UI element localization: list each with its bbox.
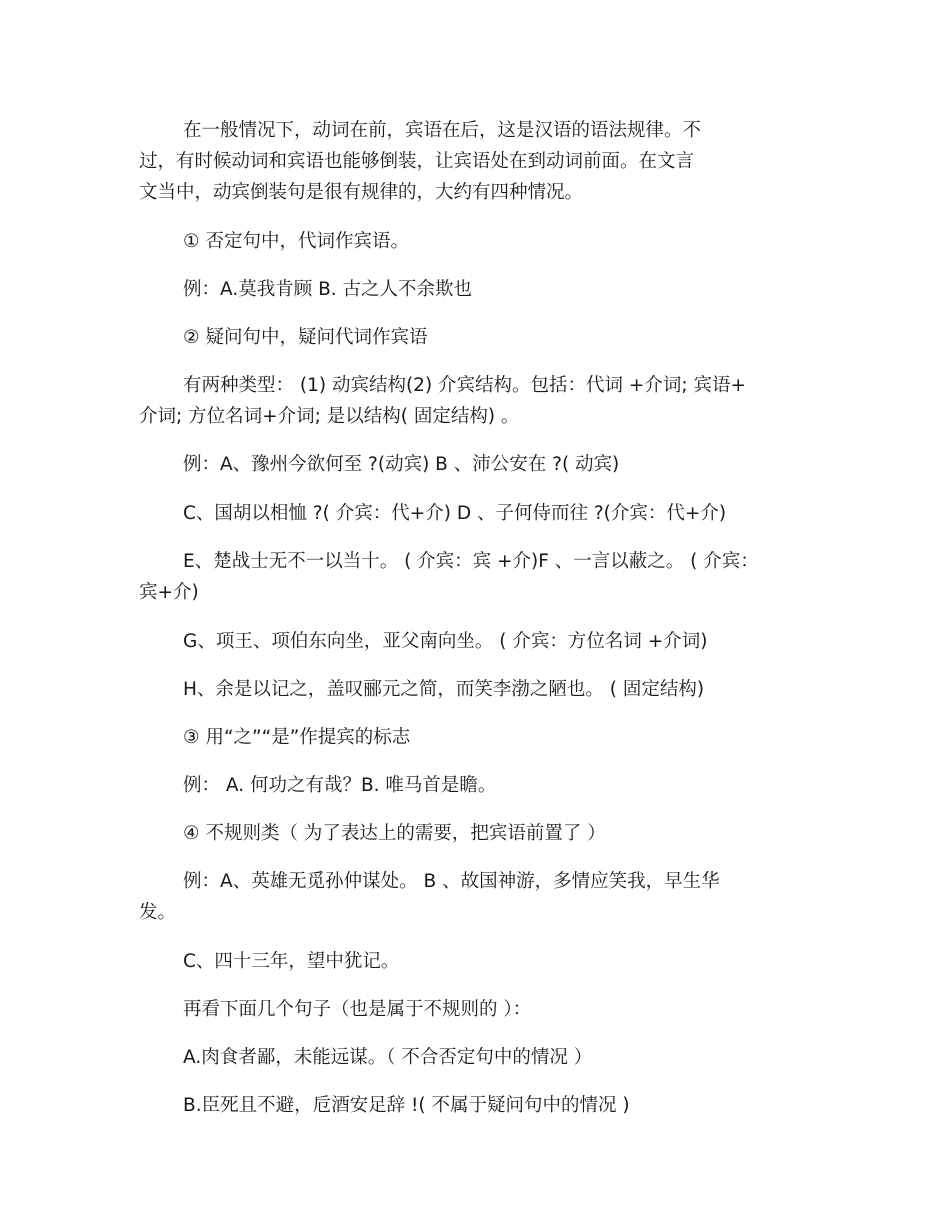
rule-2-paragraph	[139, 322, 839, 353]
types-paragraph	[139, 370, 839, 432]
example-2ef-paragraph	[139, 546, 839, 608]
text-line: 例：A、豫州今欲何至 ?(动宾) B 、沛公安在 ?( 动宾)	[183, 454, 620, 475]
example-3-paragraph	[139, 770, 839, 801]
example-2cd-paragraph	[139, 498, 839, 529]
example-2h-paragraph	[139, 674, 839, 705]
example-2ab-paragraph	[139, 449, 839, 480]
text-line: G、项王、项伯东向坐，亚父南向坐。 ( 介宾：方位名词 +介词)	[183, 631, 708, 652]
text-line: 例： A. 何功之有哉？B. 唯马首是瞻。	[183, 775, 497, 796]
text-line: 在一般情况下，动词在前，宾语在后，这是汉语的语法规律。不	[183, 120, 702, 141]
text-line: 发。	[139, 902, 177, 923]
text-line: H、余是以记之，盖叹郦元之简，而笑李渤之陋也。 ( 固定结构)	[183, 679, 705, 700]
text-line: B.臣死且不避，卮酒安足辞 !( 不属于疑问句中的情况 )	[183, 1095, 630, 1116]
example-1-paragraph	[139, 274, 839, 305]
sentence-a-paragraph	[139, 1042, 839, 1073]
text-line: 再看下面几个句子（也是属于不规则的 ）：	[183, 999, 532, 1020]
example-2g-paragraph	[139, 626, 839, 657]
text-line: ③ 用“之”“是”作提宾的标志	[183, 727, 411, 748]
text-line: ② 疑问句中，疑问代词作宾语	[183, 327, 428, 348]
text-line: 文当中，动宾倒装句是很有规律的，大约有四种情况。	[139, 182, 584, 203]
rule-4-paragraph	[139, 818, 839, 849]
intro-paragraph	[139, 115, 839, 208]
text-line: 例：A、英雄无觅孙仲谋处。 B 、故国神游，多情应笑我，早生华	[183, 871, 720, 892]
text-line: ④ 不规则类（ 为了表达上的需要，把宾语前置了 ）	[183, 823, 606, 844]
sentence-b-paragraph	[139, 1090, 839, 1121]
text-line: C、四十三年，望中犹记。	[183, 951, 400, 972]
example-4c-paragraph	[139, 946, 839, 977]
text-line: 宾+介)	[139, 582, 199, 603]
rule-1-paragraph	[139, 226, 839, 257]
text-line: 过，有时候动词和宾语也能够倒装，让宾语处在到动词前面。在文言	[139, 151, 695, 172]
text-line: C、国胡以相恤 ?( 介宾：代+介) D 、子何侍而往 ?(介宾：代+介)	[183, 503, 727, 524]
rule-3-paragraph	[139, 722, 839, 753]
text-line: 介词; 方位名词+介词; 是以结构( 固定结构) 。	[139, 406, 520, 427]
text-line: A.肉食者鄙，未能远谋。（ 不合否定句中的情况 ）	[183, 1047, 593, 1068]
more-paragraph	[139, 994, 839, 1025]
text-line: ① 否定句中，代词作宾语。	[183, 231, 409, 252]
text-line: 有两种类型： (1) 动宾结构(2) 介宾结构。包括：代词 +介词; 宾语+	[183, 375, 747, 396]
example-4ab-paragraph	[139, 866, 839, 928]
text-line: 例：A.莫我肯顾 B. 古之人不余欺也	[183, 279, 473, 300]
text-line: E、楚战士无不一以当十。 ( 介宾：宾 +介)F 、一言以蔽之。 ( 介宾：	[183, 551, 759, 572]
